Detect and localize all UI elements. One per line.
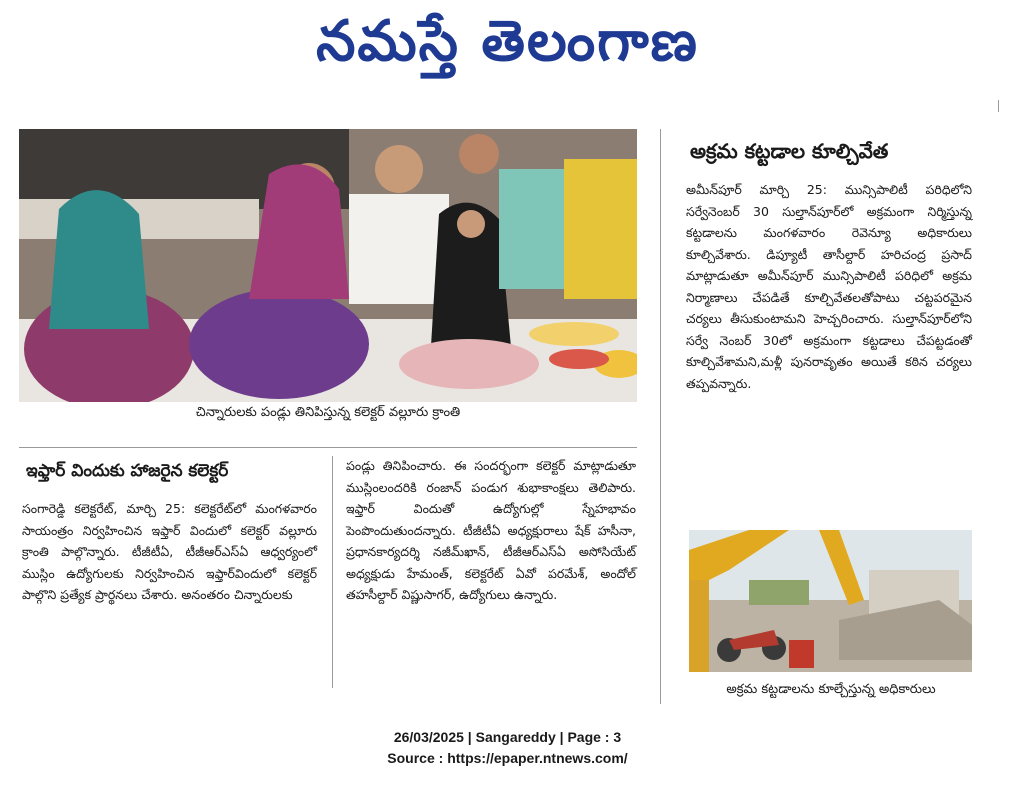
masthead-title: నమస్తే తెలంగాణ bbox=[316, 9, 699, 74]
demolition-body: అమీన్‌పూర్ మార్చి 25: మున్సిపాలిటీ పరిధిలోని సర్వేనెంబర్ 30 సుల్తాన్‌పూర్‌లో అక్రమంగా నిర్మిస్తున్న కట్టడాలను మంగళవారం రెవెన్యూ అధికారులు కూల్చివేశారు. డిప్యూటీ తాసీల్దార్ హరిచంద్ర ప్రసాద్ మాట్లాడుతూ అమీన్‌పూర్ మున్సిపాలిటీ పరిధిలో అక్రమ నిర్మాణాలు చేపడితే కూల్చివేతలతోపాటు చట్టపరమైన చర్యలు తీసుకుంటామని హెచ్చరించారు. సుల్తాన్‌పూర్‌లోని సర్వే నెంబర్ 30లో అక్రమంగా కట్టడాలు చేపట్టడంతో కూల్చివేశామని,మళ్లీ పునరావృతం అయితే కఠిన చర్యలు తప్పవన్నారు. bbox=[686, 182, 972, 391]
demolition-photo-caption: అక్రమ కట్టడాలను కూల్చేస్తున్న అధికారులు bbox=[726, 682, 936, 697]
iftar-photo bbox=[19, 129, 637, 402]
demolition-photo bbox=[689, 530, 972, 672]
footer-dateline: 26/03/2025 | Sangareddy | Page : 3 bbox=[393, 729, 622, 745]
masthead bbox=[0, 0, 1015, 84]
column-rule bbox=[332, 456, 333, 688]
iftar-body-col1: సంగారెడ్డి కలెక్టరేట్, మార్చి 25: కలెక్టరేట్‌లో మంగళవారం సాయంత్రం నిర్వహించిన ఇఫ్తార్ విందులో కలెక్టర్ వల్లూరు క్రాంతి పాల్గొన్నారు. టీజీటీఏ, టీజీఆర్ఎస్ఏ ఆధ్వర్యంలో ముస్లిం ఉద్యోగులకు నిర్వహించిన ఇఫ్తార్‌విందులో కలెక్టర్ పాల్గొని ప్రత్యేక ప్రార్థనలు చేశారు. అనంతరం చిన్నారులకు bbox=[22, 501, 317, 602]
left-divider bbox=[19, 447, 637, 448]
story-separator bbox=[660, 129, 661, 704]
iftar-body-col2: పండ్లు తినిపించారు. ఈ సందర్భంగా కలెక్టర్ మాట్లాడుతూ ముస్లింలందరికి రంజాన్ పండుగ శుభాకాంక్షలు తెలిపారు. ఇఫ్తార్ విందుతో ఉద్యోగుల్లో స్నేహభావం పెంపొందుతుందన్నారు. టీజీటీఏ అధ్యక్షురాలు షేక్ హసీనా, ప్రధానకార్యదర్శి నజీమ్‌ఖాన్, టీజీఆర్ఎస్ఏ అసోసియేట్ అధ్యక్షుడు హేమంత్, కలెక్టరేట్ ఏవో పరమేశ్, అందోల్ తహసీల్దార్ విష్ణుసాగర్, ఉద్యోగులు ఉన్నారు. bbox=[346, 458, 636, 602]
demolition-headline: అక్రమ కట్టడాల కూల్చివేత bbox=[690, 139, 889, 163]
iftar-photo-caption: చిన్నారులకు పండ్లు తినిపిస్తున్న కలెక్టర్ వల్లూరు క్రాంతి bbox=[195, 405, 461, 420]
iftar-headline: ఇఫ్తార్ విందుకు హాజరైన కలెక్టర్ bbox=[26, 461, 229, 481]
masthead-tick bbox=[998, 100, 999, 112]
footer-source: Source : https://epaper.ntnews.com/ bbox=[387, 750, 628, 766]
